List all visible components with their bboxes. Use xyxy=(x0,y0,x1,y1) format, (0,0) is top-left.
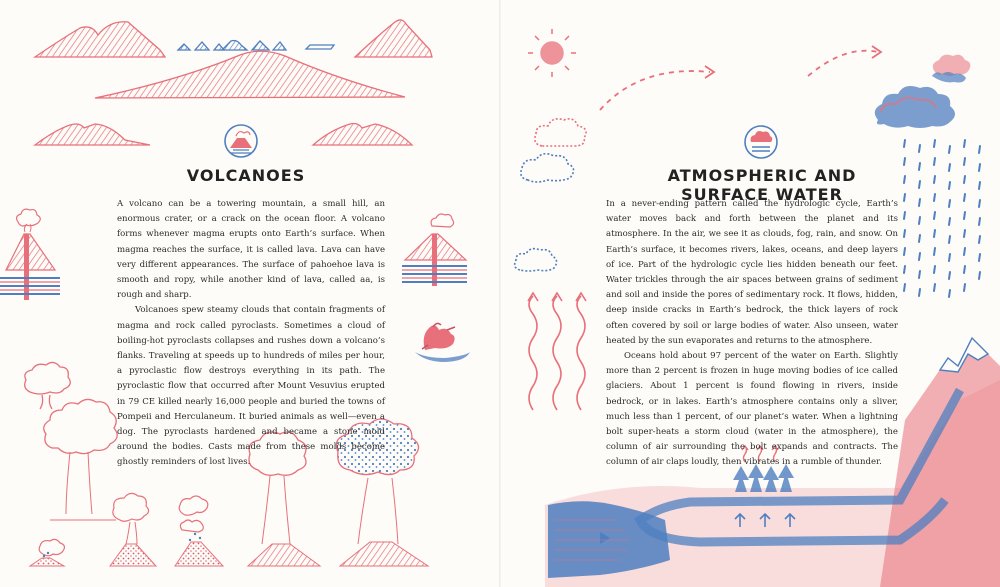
water-title: ATMOSPHERIC AND SURFACE WATER xyxy=(667,166,857,204)
cloud-dotted-1 xyxy=(515,119,586,271)
sun-icon xyxy=(528,29,576,77)
storm-cloud xyxy=(875,86,955,128)
evaporation-arrow xyxy=(600,71,710,110)
water-paragraph-1: In a never-ending pattern called the hydrologic cycle, Earth’s water moves back and forth between the planet and its atmosphere. In the air, we see it as clouds, fog, rain, and snow. On Earth’s surface, it becomes rivers, lakes, oceans, and deep layers of ice. Part of the hydrologic cycle lies hidden beneath our feet. Water trickles through the air spaces between grains of sediment and soil and inside the pores of sedimentary rock. It flows, hidden, deep inside cracks in Earth’s bedrock, the thick layers of rock often covered by soil or large bodies of water. Also unseen, water heated by the sun evaporates and returns to the atmosphere. xyxy=(606,199,898,346)
water-body xyxy=(606,197,898,471)
volcanoes-body xyxy=(117,197,385,471)
cloud-rain-badge-icon xyxy=(745,126,777,158)
cloud-small-top-right xyxy=(932,55,970,83)
volcanoes-paragraph-1: A volcano can be a towering mountain, a small hill, an enormous crater, or a crack on the ocean floor. A volcano forms whenever magma erupts onto Earth’s surface. When magma reaches the surface, it is called lava. Lava can have very different appearances. The surface of pahoehoe lava is smooth and ropy, while another kind of lava, called aa, is rough and sharp. xyxy=(117,199,385,301)
water-paragraph-2: Oceans hold about 97 percent of the water on Earth. Slightly more than 2 percent is frozen in huge moving bodies of ice called glaciers. About 1 percent is found flowing in rivers, inside bedrock, or in lakes. Earth’s atmosphere contains only a sliver, much less than 1 percent, of our planet’s water. When a lightning bolt super-heats a storm cloud (water in the atmosphere), the column of air surrounding the bolt expands and contracts. The column of air claps loudly, then vibrates in a rumble of thunder. xyxy=(606,351,898,468)
vapor-arrows xyxy=(528,293,586,410)
volcanoes-paragraph-2: Volcanoes spew steamy clouds that contain fragments of magma and rock called pyroclasts. Sometimes a cloud of boiling-hot pyroclasts collapses and rushes down a volcano’s flanks. Traveling at speeds up to hundreds of miles per hour, a pyroclastic flow destroys everything in its path. The pyroclastic flow that occurred after Mount Vesuvius erupted in 79 CE killed nearly 16,000 people and buried the towns of Pompeii and Herculaneum. It buried animals as well—even a dog. The pyroclasts hardened and became a stone mold around the bodies. Casts made from these molds become ghostly reminders of lost lives. xyxy=(117,305,385,468)
volcanoes-title: VOLCANOES xyxy=(186,166,306,185)
condensation-arrow xyxy=(808,51,878,76)
rain-icon xyxy=(904,140,980,297)
